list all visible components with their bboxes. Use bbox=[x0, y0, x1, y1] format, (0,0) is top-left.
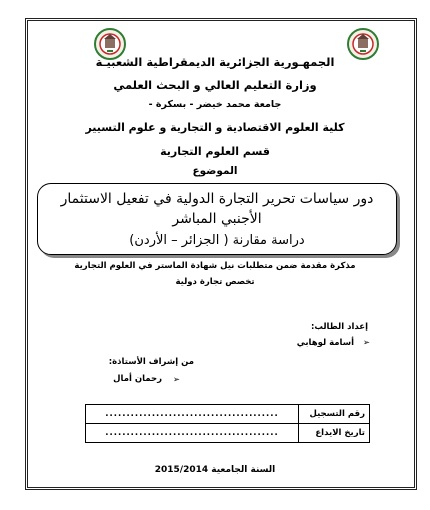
faculty-heading: كلية العلوم الاقتصادية و التجارية و علوم التسيير bbox=[85, 121, 345, 134]
academic-year: السنة الجامعية 2015/2014 bbox=[154, 465, 276, 475]
registration-table bbox=[85, 404, 370, 443]
memo-description: مذكرة مقدمة ضمن متطلبات نيل شهادة الماستر في العلوم التجارية bbox=[74, 261, 356, 271]
ministry-heading: وزارة التعليم العالي و البحث العلمي bbox=[113, 78, 317, 92]
supervisor-name: رحمان أمال bbox=[113, 374, 162, 384]
thesis-subtitle: دراسة مقارنة ( الجزائر – الأردن) bbox=[129, 233, 305, 248]
supervisor-label: من إشراف الأستاذة: bbox=[108, 357, 194, 367]
department-heading: قسم العلوم التجارية bbox=[160, 145, 270, 158]
registration-number-label: رقم التسجيل bbox=[299, 405, 370, 424]
author-label: إعداد الطالب: bbox=[310, 322, 368, 332]
deposit-date-value: ......................................... bbox=[86, 424, 299, 443]
table-row bbox=[86, 405, 370, 424]
registration-number-value: ......................................... bbox=[86, 405, 299, 424]
memo-specialization: تخصص تجارة دولية bbox=[175, 277, 255, 287]
subject-label: الموضوع bbox=[192, 165, 238, 177]
republic-heading: الجمهـورية الجزائرية الديمقراطية الشعبيـة bbox=[95, 55, 335, 69]
thesis-title: دور سياسات تحرير التجارة الدولية في تفعيل الاستثمار الأجنبي المباشر bbox=[60, 191, 374, 227]
university-heading: جامعة محمد خيضر - بسكرة - bbox=[148, 99, 282, 110]
author-name: أسامة لوهابي bbox=[296, 338, 354, 348]
arrow-bullet-icon: ➢ bbox=[362, 338, 370, 348]
arrow-bullet-icon: ➢ bbox=[172, 375, 180, 385]
deposit-date-label: تاريخ الايداع bbox=[299, 424, 370, 443]
table-row bbox=[86, 424, 370, 443]
